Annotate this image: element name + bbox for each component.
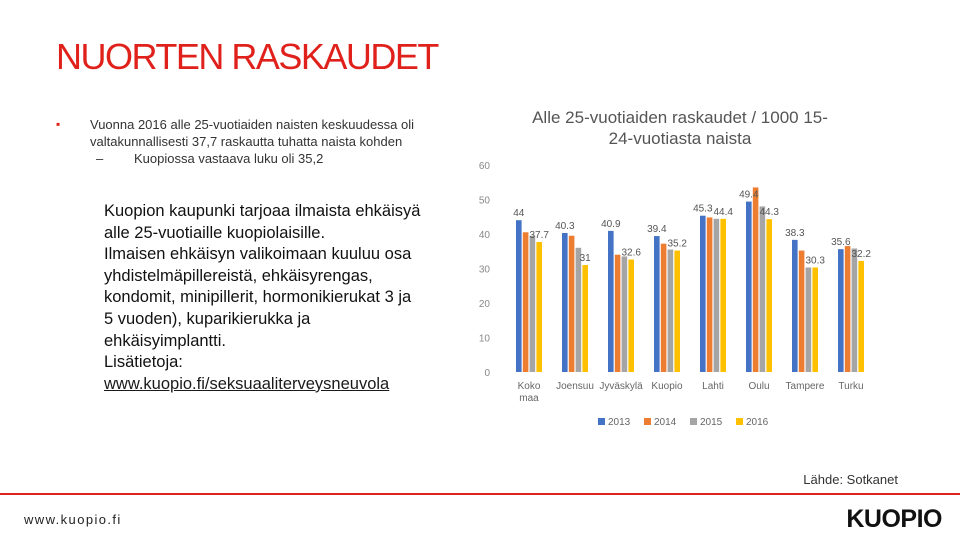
- bar-2014: [569, 236, 575, 372]
- x-category-label: Tampere: [785, 381, 825, 392]
- bar-2014: [523, 232, 529, 372]
- footer-url: www.kuopio.fi: [24, 512, 122, 527]
- y-tick-label: 0: [484, 368, 490, 379]
- source-note: Lähde: Sotkanet: [803, 472, 898, 487]
- y-tick-label: 40: [478, 230, 490, 241]
- bar-2013: [792, 240, 798, 372]
- bar-2015: [760, 206, 766, 372]
- legend-label: 2016: [746, 417, 769, 428]
- bar-2016: [812, 267, 818, 372]
- data-label: 30.3: [805, 255, 825, 267]
- legend-swatch: [736, 418, 743, 425]
- bar-2015: [622, 256, 628, 372]
- data-label: 38.3: [785, 227, 805, 239]
- body-line: ehkäisyimplantti.: [104, 331, 226, 350]
- data-label: 31: [579, 253, 591, 265]
- data-label: 40.3: [555, 220, 575, 232]
- contraception-info: [104, 201, 474, 395]
- bar-2013: [700, 216, 706, 372]
- chart-title-line: 24-vuotiasta naista: [608, 129, 752, 148]
- bar-2013: [838, 249, 844, 372]
- x-category-label: Koko: [517, 381, 541, 392]
- data-label: 44.4: [713, 206, 733, 218]
- data-label: 37.7: [529, 229, 549, 241]
- bar-2013: [516, 220, 522, 372]
- data-label: 35.6: [831, 237, 851, 249]
- bar-chart: [470, 150, 890, 450]
- data-label: 39.4: [647, 224, 667, 236]
- bullet-list: [56, 116, 456, 167]
- bullet-marker-icon: ▪: [56, 117, 61, 131]
- body-line: 5 vuoden), kuparikierukka ja: [104, 309, 311, 328]
- bar-2015: [714, 219, 720, 372]
- bar-2016: [858, 261, 864, 372]
- bar-2014: [799, 251, 805, 372]
- bar-2014: [753, 187, 759, 372]
- sub-bullet-dash: –: [96, 151, 104, 166]
- body-line: kondomit, minipillerit, hormonikierukat 3 ja: [104, 288, 412, 307]
- slide-title: NUORTEN RASKAUDET: [56, 36, 438, 77]
- x-category-label: Oulu: [748, 381, 770, 392]
- body-line: Ilmaisen ehkäisyn valikoimaan kuuluu osa: [104, 245, 412, 264]
- legend-swatch: [690, 418, 697, 425]
- chart-title: [520, 107, 840, 149]
- x-category-label: maa: [519, 393, 539, 404]
- y-tick-label: 60: [478, 161, 490, 172]
- legend-swatch: [598, 418, 605, 425]
- data-label: 40.9: [601, 218, 621, 230]
- bullet-text: Vuonna 2016 alle 25-vuotiaiden naisten keskuudessa oli valtakunnallisesti 37,7 raskautta tuhatta naista kohden: [90, 117, 415, 149]
- x-category-label: Kuopio: [651, 381, 683, 392]
- bar-2013: [608, 231, 614, 372]
- bar-2013: [562, 233, 568, 372]
- data-label: 32.6: [621, 247, 641, 259]
- chart-title-line: Alle 25-vuotiaiden raskaudet / 1000 15-: [532, 108, 828, 127]
- sub-bullet-item: [56, 150, 456, 167]
- y-tick-label: 50: [478, 195, 490, 207]
- bar-2015: [530, 236, 536, 372]
- data-label: 35.2: [667, 238, 687, 250]
- bar-2013: [746, 202, 752, 372]
- footer-divider: [0, 493, 960, 495]
- data-label: 44: [513, 208, 525, 220]
- y-tick-label: 10: [478, 333, 490, 345]
- data-label: 32.2: [851, 248, 871, 260]
- bar-2016: [766, 219, 772, 372]
- x-category-label: Joensuu: [556, 381, 594, 392]
- bar-2016: [536, 242, 542, 372]
- bar-2015: [576, 248, 582, 372]
- legend-swatch: [644, 418, 651, 425]
- bar-2014: [615, 255, 621, 372]
- body-line: alle 25-vuotiaille kuopiolaisille.: [104, 223, 326, 242]
- bar-2015: [806, 267, 812, 372]
- bar-2016: [720, 219, 726, 372]
- data-label: 44.3: [759, 207, 779, 219]
- bullet-item: [56, 116, 456, 150]
- legend-label: 2015: [700, 417, 723, 428]
- y-tick-label: 20: [478, 299, 490, 310]
- info-link[interactable]: www.kuopio.fi/seksuaaliterveysneuvola: [104, 374, 390, 393]
- bar-2016: [628, 260, 634, 372]
- bar-2014: [845, 246, 851, 372]
- bar-2015: [852, 248, 858, 372]
- x-category-label: Lahti: [702, 381, 724, 392]
- y-tick-label: 30: [478, 264, 490, 276]
- data-label: 49.4: [739, 189, 759, 201]
- data-label: 45.3: [693, 203, 713, 215]
- bar-2014: [661, 244, 667, 372]
- bar-2013: [654, 236, 660, 372]
- sub-bullet-text: Kuopiossa vastaava luku oli 35,2: [134, 151, 324, 166]
- body-line: Lisätietoja:: [104, 353, 183, 372]
- body-line: Kuopion kaupunki tarjoaa ilmaista ehkäisyä: [104, 202, 421, 220]
- body-line: yhdistelmäpillereistä, ehkäisyrengas,: [104, 266, 373, 285]
- kuopio-logo: KUOPIO: [846, 505, 942, 533]
- x-category-label: Jyväskylä: [599, 381, 643, 392]
- legend-label: 2013: [608, 417, 631, 428]
- bar-2016: [582, 265, 588, 372]
- x-category-label: Turku: [838, 381, 864, 392]
- bar-2015: [668, 250, 674, 372]
- legend-label: 2014: [654, 417, 677, 428]
- bar-2014: [707, 217, 713, 372]
- bar-2016: [674, 251, 680, 372]
